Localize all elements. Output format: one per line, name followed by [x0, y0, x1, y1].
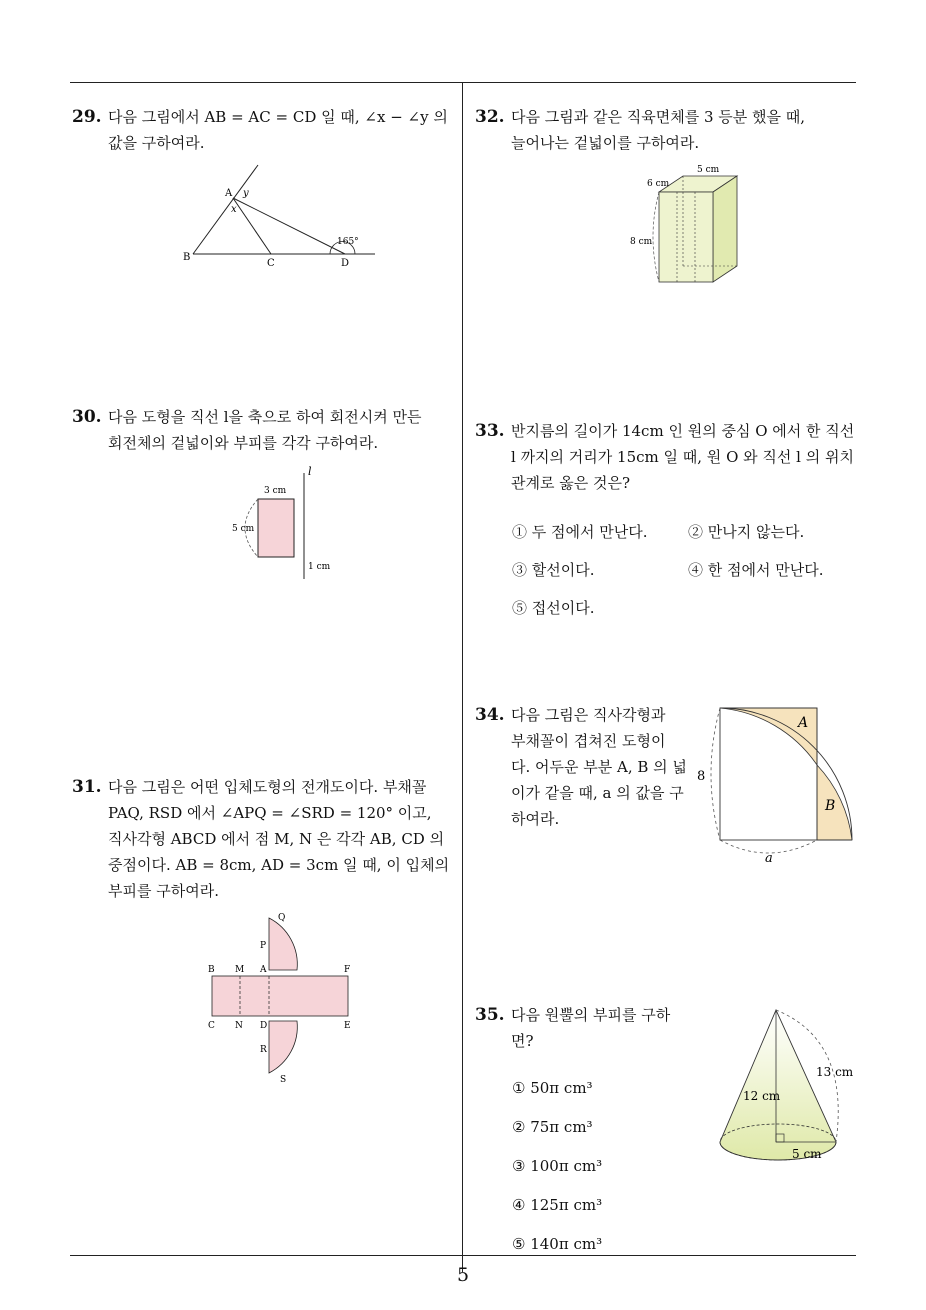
option-2[interactable]: ② 75π cm³ — [512, 1118, 593, 1136]
question-number: 30. — [72, 407, 102, 427]
column-divider — [462, 82, 463, 1272]
triangle-figure — [175, 160, 385, 270]
label-b: B — [183, 252, 191, 263]
question-number: 35. — [475, 1005, 505, 1025]
cuboid-figure — [625, 162, 750, 292]
option-4[interactable]: ④ 한 점에서 만난다. — [688, 561, 824, 579]
label-a: A — [225, 188, 233, 199]
question-31 — [72, 774, 457, 904]
question-text-line: 직사각형 ABCD 에서 점 M, N 은 각각 AB, CD 의 — [108, 830, 445, 848]
question-33 — [475, 418, 860, 496]
label-y: y — [243, 188, 249, 199]
label-height: 5 cm — [232, 524, 255, 534]
question-text-line: 다음 그림은 어떤 입체도형의 전개도이다. 부채꼴 — [108, 778, 427, 796]
question-32 — [475, 104, 855, 156]
label-a: a — [765, 851, 773, 866]
label-width: 3 cm — [264, 486, 287, 496]
label-axis-l: l — [308, 465, 312, 478]
option-1[interactable]: ① 50π cm³ — [512, 1079, 593, 1097]
question-text-line: 중점이다. AB = 8cm, AD = 3cm 일 때, 이 입체의 — [108, 856, 450, 874]
option-4[interactable]: ④ 125π cm³ — [512, 1196, 603, 1214]
question-text-line: 다음 원뿔의 부피를 구하 — [511, 1006, 671, 1024]
rotation-figure — [228, 465, 348, 585]
question-text-line: 부채꼴이 겹쳐진 도형이 — [511, 732, 666, 750]
question-number: 31. — [72, 777, 102, 797]
label-n: N — [235, 1021, 243, 1031]
question-text-line: PAQ, RSD 에서 ∠APQ = ∠SRD = 120° 이고, — [108, 804, 432, 822]
top-rule — [70, 82, 856, 83]
option-3[interactable]: ③ 100π cm³ — [512, 1157, 603, 1175]
label-region-a: A — [798, 715, 809, 731]
option-1[interactable]: ① 두 점에서 만난다. — [512, 523, 648, 541]
question-text-line: 관계로 옳은 것은? — [511, 474, 631, 492]
question-text-line: 다음 그림에서 AB = AC = CD 일 때, ∠x − ∠y 의 — [108, 108, 448, 126]
label-d: D — [341, 258, 350, 269]
option-5[interactable]: ⑤ 접선이다. — [512, 599, 595, 617]
question-text-line: l 까지의 거리가 15cm 일 때, 원 O 와 직선 l 의 위치 — [511, 448, 854, 466]
label-gap: 1 cm — [308, 562, 331, 572]
page-number: 5 — [456, 1264, 470, 1286]
label-side: 8 — [697, 769, 706, 784]
question-text-line: 면? — [511, 1032, 534, 1050]
question-35 — [475, 1002, 705, 1054]
question-text-line: 이가 같을 때, a 의 값을 구 — [511, 784, 684, 802]
label-s: S — [280, 1075, 287, 1085]
label-depth: 6 cm — [647, 179, 670, 189]
question-text-line: 다음 그림은 직사각형과 — [511, 706, 666, 724]
question-text-line: 반지름의 길이가 14cm 인 원의 중심 O 에서 한 직선 — [511, 422, 855, 440]
label-slant: 13 cm — [816, 1065, 854, 1079]
label-q: Q — [278, 913, 286, 923]
label-height: 12 cm — [743, 1089, 781, 1103]
net-figure — [200, 908, 365, 1088]
question-text-line: 늘어나는 겉넓이를 구하여라. — [511, 134, 700, 152]
label-height: 8 cm — [630, 237, 653, 247]
question-text-line: 하여라. — [511, 810, 560, 828]
question-number: 33. — [475, 421, 505, 441]
label-c: C — [208, 1021, 215, 1031]
label-angle: 165° — [337, 237, 359, 247]
question-text-line: 다음 도형을 직선 l을 축으로 하여 회전시켜 만든 — [108, 408, 422, 426]
label-a: A — [260, 965, 267, 975]
label-m: M — [235, 965, 245, 975]
bottom-rule — [70, 1255, 856, 1256]
label-e: E — [344, 1021, 351, 1031]
option-2[interactable]: ② 만나지 않는다. — [688, 523, 805, 541]
question-text-line: 회전체의 겉넓이와 부피를 각각 구하여라. — [108, 434, 379, 452]
question-text-line: 다. 어두운 부분 A, B 의 넓 — [511, 758, 687, 776]
question-number: 34. — [475, 705, 505, 725]
label-p: P — [260, 941, 267, 951]
question-30 — [72, 404, 452, 456]
question-text-line: 부피를 구하여라. — [108, 882, 219, 900]
label-c: C — [267, 258, 275, 269]
question-number: 32. — [475, 107, 505, 127]
option-5[interactable]: ⑤ 140π cm³ — [512, 1235, 603, 1253]
label-r: R — [260, 1045, 267, 1055]
label-f: F — [344, 965, 351, 975]
label-b: B — [208, 965, 215, 975]
cone-figure — [710, 1000, 860, 1172]
question-34 — [475, 702, 690, 832]
label-width: 5 cm — [697, 165, 720, 175]
label-radius: 5 cm — [792, 1147, 822, 1161]
label-x: x — [231, 204, 237, 215]
question-text-line: 값을 구하여라. — [108, 134, 205, 152]
question-number: 29. — [72, 107, 102, 127]
question-text-line: 다음 그림과 같은 직육면체를 3 등분 했을 때, — [511, 108, 806, 126]
rectangle-sector-figure — [692, 700, 862, 870]
option-3[interactable]: ③ 할선이다. — [512, 561, 595, 579]
question-29 — [72, 104, 452, 156]
label-d: D — [260, 1021, 268, 1031]
label-region-b: B — [825, 798, 836, 814]
